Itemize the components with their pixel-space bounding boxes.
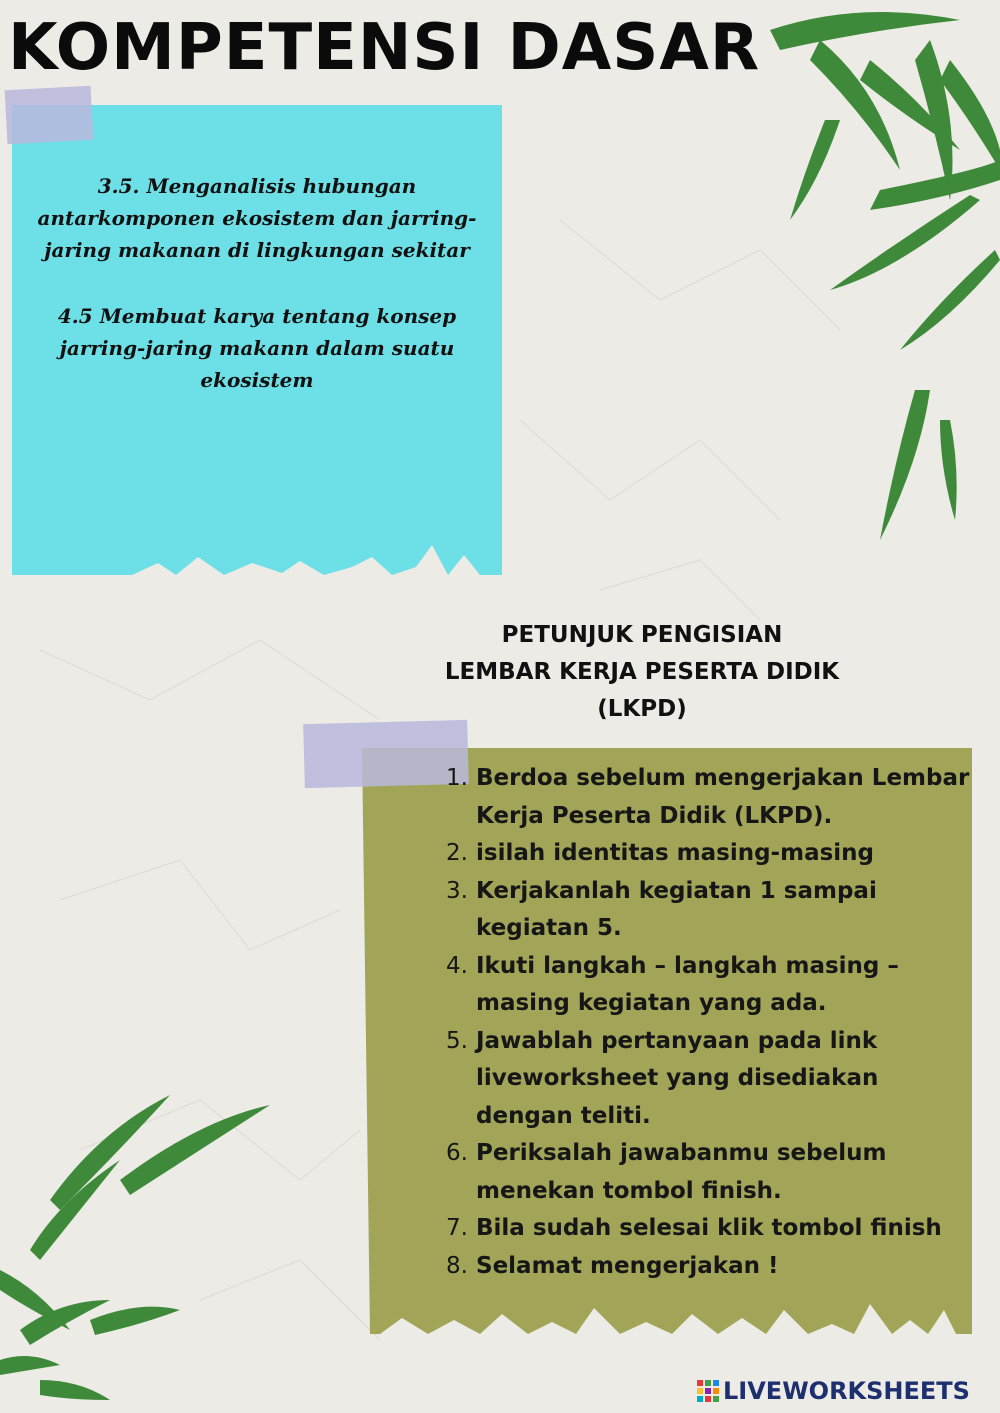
step-number: 1. xyxy=(446,765,468,791)
step-number: 2. xyxy=(446,840,468,866)
step-text: isilah identitas masing-masing xyxy=(476,840,874,866)
list-item xyxy=(446,760,976,835)
liveworksheets-logo-icon xyxy=(697,1378,719,1404)
competency-4-5: 4.5 Membuat karya tentang konsep jarring-jaring makann dalam suatu ekosistem xyxy=(57,304,457,392)
list-item xyxy=(446,1248,976,1286)
tape-middle xyxy=(303,720,469,788)
list-item xyxy=(446,835,976,873)
step-number: 3. xyxy=(446,877,468,904)
step-text: Selamat mengerjakan ! xyxy=(476,1252,779,1279)
liveworksheets-logo xyxy=(697,1374,970,1408)
list-item xyxy=(446,873,976,948)
list-item xyxy=(446,1135,976,1210)
step-number: 6. xyxy=(446,1140,468,1166)
tape-top xyxy=(5,86,94,144)
page-title: KOMPETENSI DASAR xyxy=(8,11,761,85)
list-item xyxy=(446,1023,976,1136)
instructions-heading-line2: LEMBAR KERJA PESERTA DIDIK xyxy=(444,659,840,685)
instructions-heading-line1: PETUNJUK PENGISIAN xyxy=(501,622,783,648)
step-text: Periksalah jawabanmu sebelum menekan tombol finish. xyxy=(476,1140,887,1204)
list-item xyxy=(446,948,976,1023)
competency-3-5: 3.5. Menganalisis hubungan antarkomponen ekosistem dan jarring-jaring makanan di lingkungan sekitar xyxy=(37,174,477,262)
step-number: 8. xyxy=(446,1252,468,1279)
step-text: Berdoa sebelum mengerjakan Lembar Kerja Peserta Didik (LKPD). xyxy=(476,765,970,829)
instructions-heading-line3: (LKPD) xyxy=(597,696,687,722)
instruction-steps xyxy=(446,760,976,1285)
liveworksheets-logo-text: LIVEWORKSHEETS xyxy=(723,1377,970,1405)
step-number: 5. xyxy=(446,1027,468,1054)
competency-text xyxy=(18,170,496,430)
instructions-heading xyxy=(400,617,884,728)
step-number: 4. xyxy=(446,952,468,979)
step-text: Ikuti langkah – langkah masing – masing kegiatan yang ada. xyxy=(476,952,899,1016)
step-number: 7. xyxy=(446,1215,468,1241)
step-text: Jawablah pertanyaan pada link liveworksheet yang disediakan dengan teliti. xyxy=(476,1027,879,1129)
step-text: Kerjakanlah kegiatan 1 sampai kegiatan 5. xyxy=(476,877,877,941)
list-item xyxy=(446,1210,976,1248)
step-text: Bila sudah selesai klik tombol finish xyxy=(476,1215,942,1241)
